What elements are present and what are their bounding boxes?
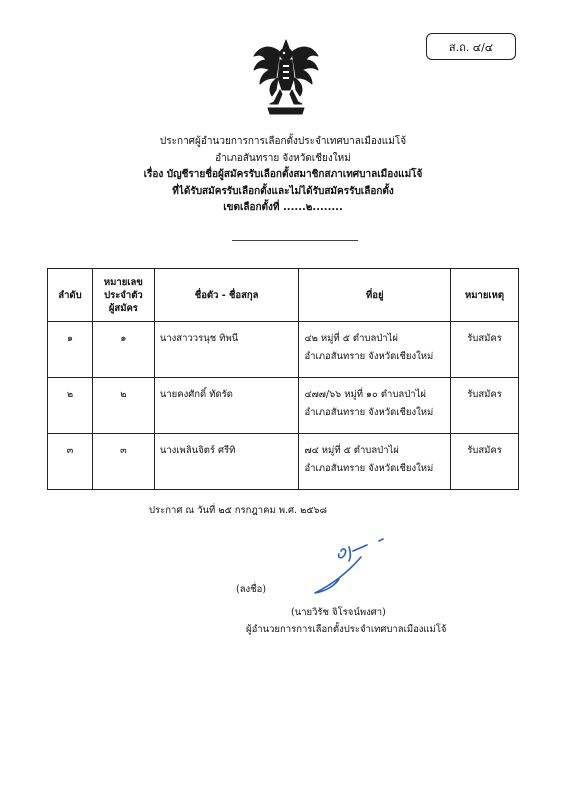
header-district: อำเภอสันทราย จังหวัดเชียงใหม่ <box>215 152 351 164</box>
header-divider <box>232 240 358 241</box>
form-code-box <box>426 33 516 60</box>
cell-remark: รับสมัคร <box>451 322 519 378</box>
cell-number: ๓ <box>92 434 154 490</box>
announcement-header <box>120 134 446 217</box>
cell-order: ๓ <box>48 434 93 490</box>
header-subject: เรื่อง บัญชีรายชื่อผู้สมัครรับเลือกตั้งสมาชิกสภาเทศบาลเมืองแม่โจ้ <box>143 169 423 180</box>
cell-number: ๑ <box>92 322 154 378</box>
col-header-number-line: ผู้สมัคร <box>108 302 138 314</box>
cell-name: นางเพลินจิตร์ ศรีทิ <box>154 434 299 490</box>
table-row <box>48 378 519 434</box>
candidate-table <box>47 268 519 490</box>
col-header-address: ที่อยู่ <box>299 269 451 322</box>
cell-number: ๒ <box>92 378 154 434</box>
address-line: ๔๗๗/๖๖ หมู่ที่ ๑๐ ตำบลป่าไผ่ <box>304 389 426 400</box>
cell-remark: รับสมัคร <box>451 434 519 490</box>
form-code: ส.ถ. ๔/๔ <box>448 40 494 54</box>
address-line: อำเภอสันทราย จังหวัดเชียงใหม่ <box>304 407 434 418</box>
address-line: ๗๔ หมู่ที่ ๕ ตำบลป่าไผ่ <box>304 445 399 456</box>
announcement-date: ประกาศ ณ วันที่ ๒๕ กรกฎาคม พ.ศ. ๒๕๖๘ <box>149 505 327 516</box>
address-line: อำเภอสันทราย จังหวัดเชียงใหม่ <box>304 463 434 474</box>
cell-address <box>299 322 451 378</box>
header-title: ประกาศผู้อำนวยการการเลือกตั้งประจำเทศบาลเมืองแม่โจ้ <box>159 136 407 147</box>
garuda-emblem-icon <box>250 38 322 116</box>
col-header-name: ชื่อตัว - ชื่อสกุล <box>154 269 299 322</box>
table-row <box>48 322 519 378</box>
cell-name: นางสาววรนุช ทิพนี <box>154 322 299 378</box>
cell-order: ๒ <box>48 378 93 434</box>
cell-remark: รับสมัคร <box>451 378 519 434</box>
cell-name: นายคงศักดิ์ ทัดรัด <box>154 378 299 434</box>
table-header-row <box>48 269 519 322</box>
cell-order: ๑ <box>48 322 93 378</box>
signature-label: (ลงชื่อ) <box>236 584 267 595</box>
signer-name: (นายวิรัช จิโรจน์พงศา) <box>291 607 386 618</box>
col-header-number <box>92 269 154 322</box>
header-constituency: เขตเลือกตั้งที่ ......๒........ <box>223 202 343 213</box>
table-row <box>48 434 519 490</box>
col-header-remark: หมายเหตุ <box>451 269 519 322</box>
col-header-number-line: ประจำตัว <box>104 289 143 301</box>
address-line: อำเภอสันทราย จังหวัดเชียงใหม่ <box>304 351 434 362</box>
address-line: ๔๒ หมู่ที่ ๕ ตำบลป่าไผ่ <box>304 333 398 344</box>
cell-address <box>299 434 451 490</box>
signer-title: ผู้อำนวยการการเลือกตั้งประจำเทศบาลเมืองแม่โจ้ <box>246 624 447 635</box>
handwritten-signature <box>305 537 405 599</box>
cell-address <box>299 378 451 434</box>
header-subject-detail: ที่ได้รับสมัครรับเลือกตั้งและไม่ได้รับสมัครรับเลือกตั้ง <box>172 185 394 197</box>
col-header-number-line: หมายเลข <box>103 276 143 288</box>
col-header-order: ลำดับ <box>48 269 93 322</box>
